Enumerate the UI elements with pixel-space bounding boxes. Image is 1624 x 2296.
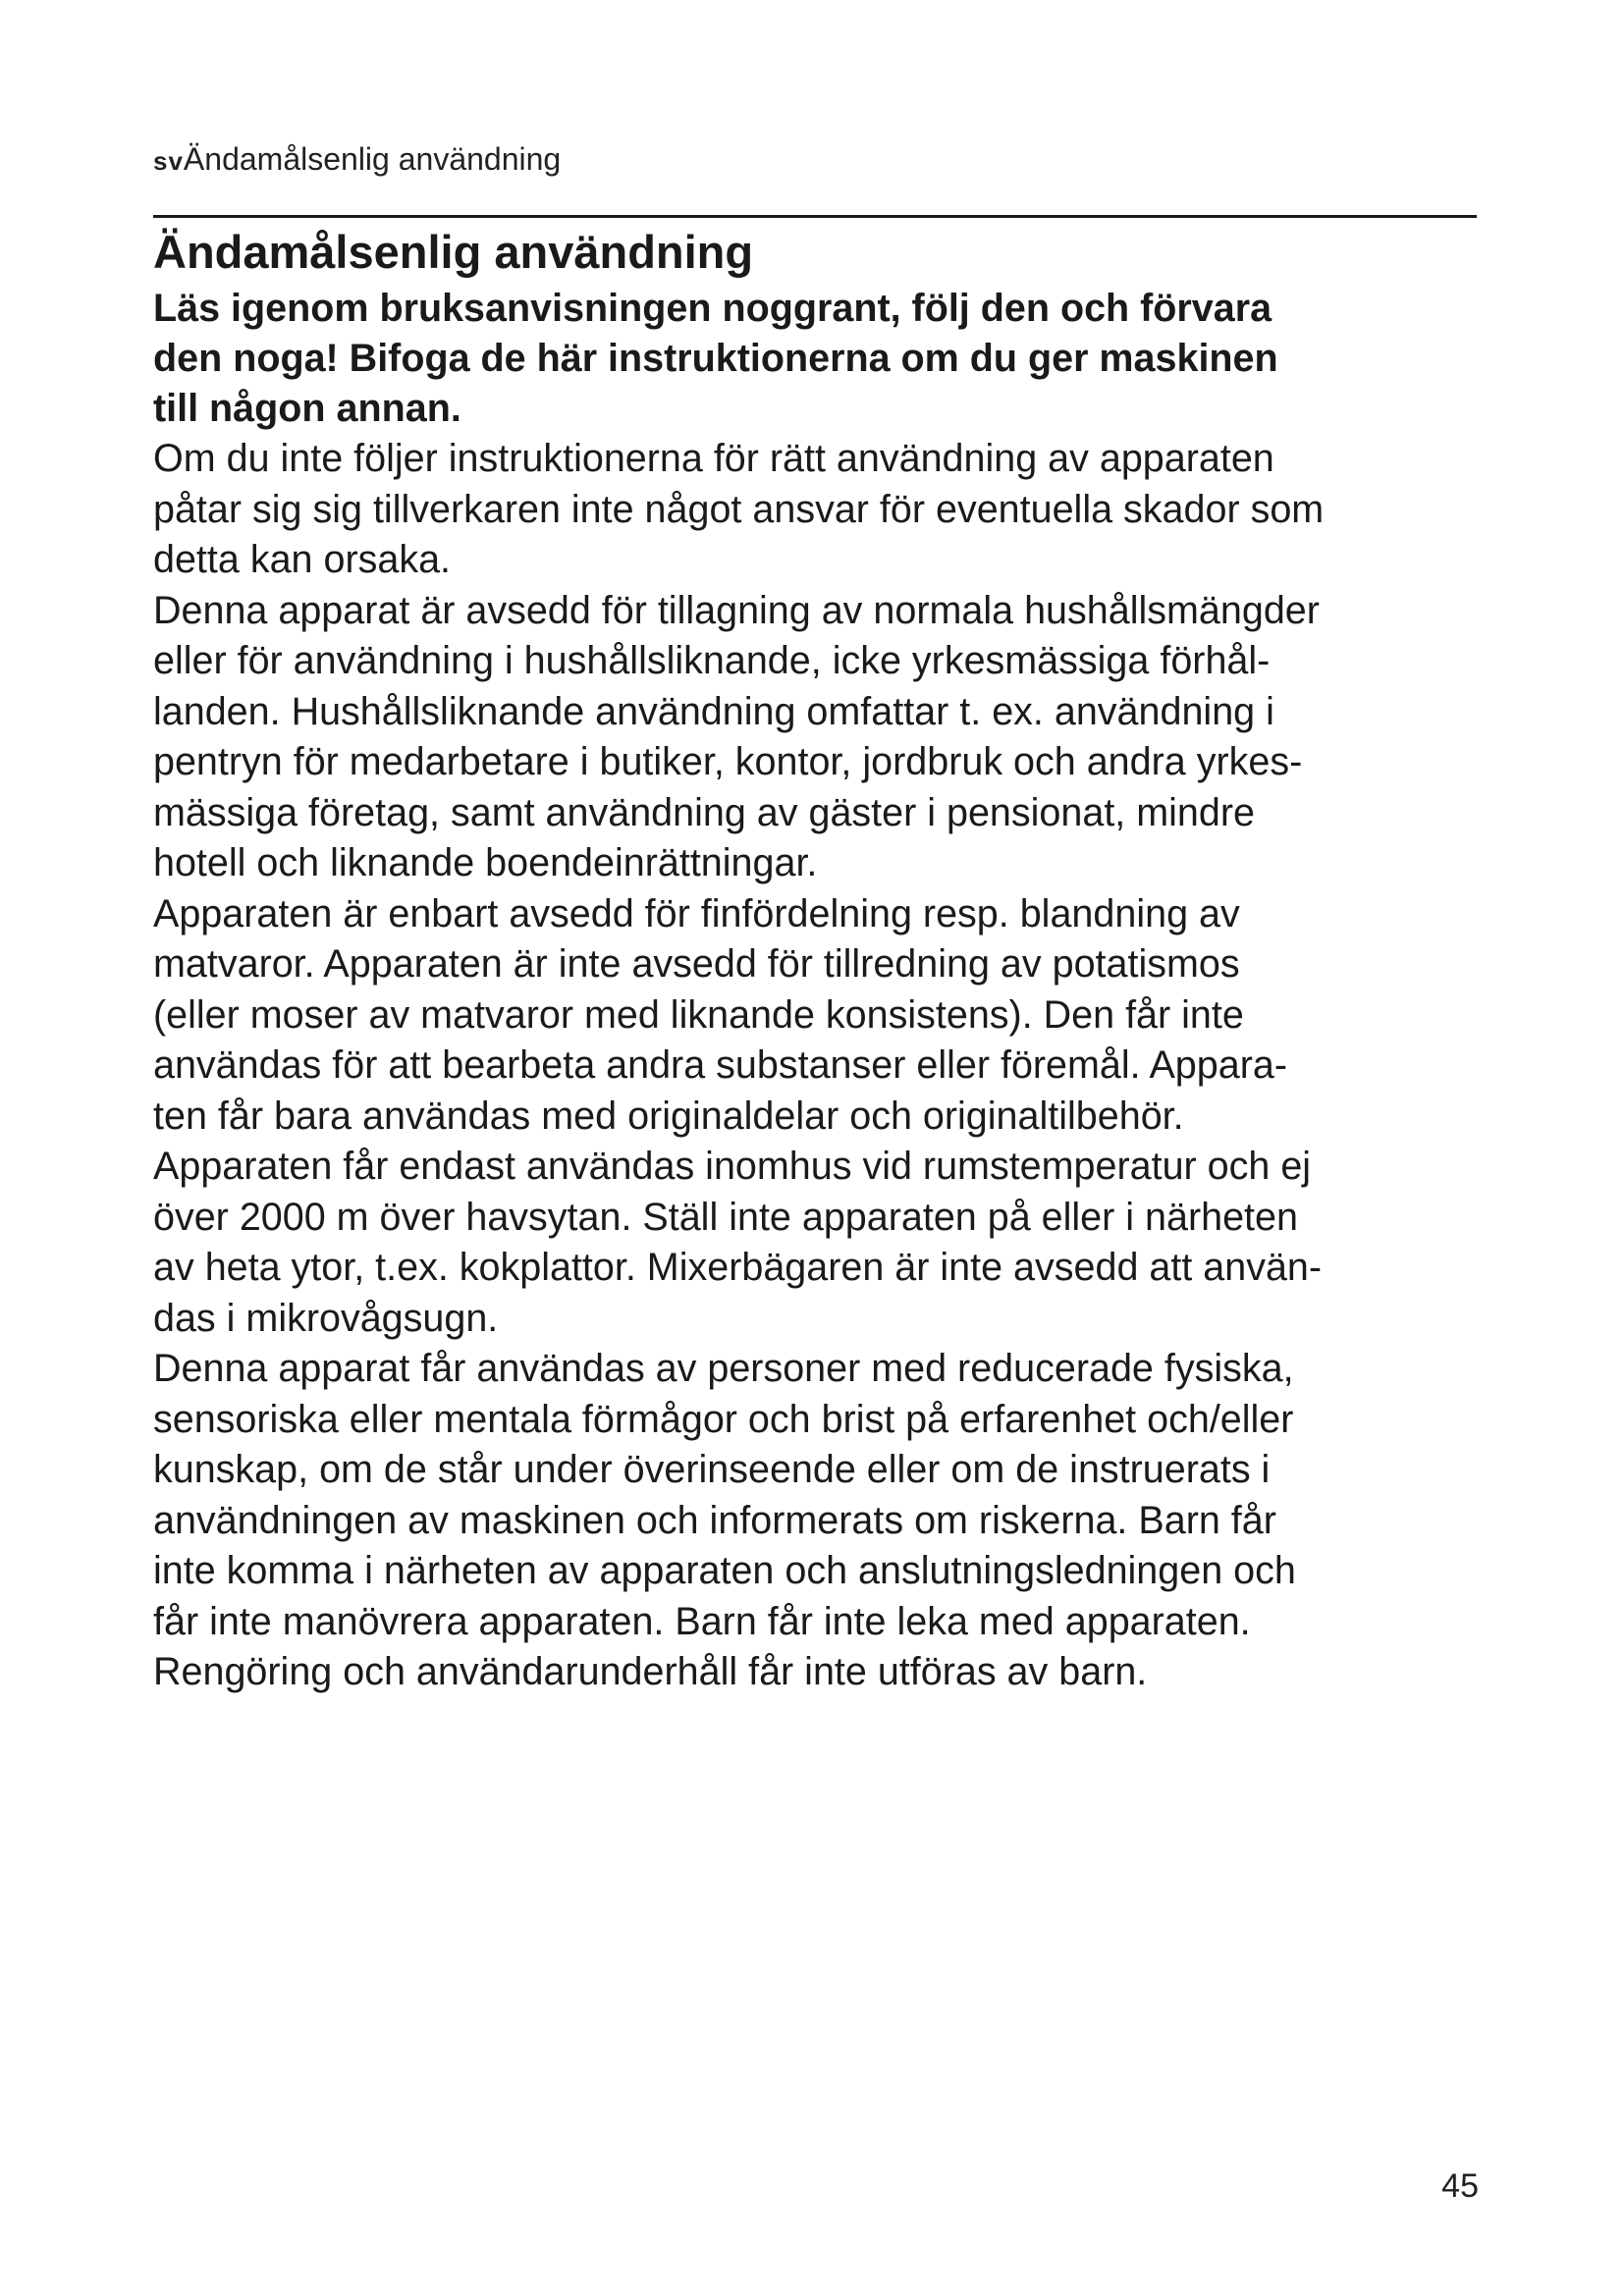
paragraph-line: påtar sig sig tillverkaren inte något ansvar för eventuella skador som bbox=[153, 487, 1325, 531]
paragraph-liability bbox=[153, 434, 1489, 586]
paragraph-line: användas för att bearbeta andra substanser eller föremål. Appara- bbox=[153, 1043, 1287, 1087]
paragraph-line: Apparaten är enbart avsedd för finfördelning resp. blandning av bbox=[153, 891, 1240, 935]
paragraph-line: Apparaten får endast användas inomhus vid rumstemperatur och ej bbox=[153, 1145, 1312, 1188]
paragraph-line: das i mikrovågsugn. bbox=[153, 1296, 499, 1340]
paragraph-line: matvaror. Apparaten är inte avsedd för tillredning av potatismos bbox=[153, 942, 1240, 986]
intro-warning bbox=[153, 284, 1489, 434]
paragraph-household-use bbox=[153, 586, 1489, 889]
paragraph-line: (eller moser av matvaror med liknande konsistens). Den får inte bbox=[153, 992, 1244, 1037]
paragraph-line: Denna apparat får användas av personer med reducerade fysiska, bbox=[153, 1347, 1294, 1390]
paragraph-line: pentryn för medarbetare i butiker, kontor, jordbruk och andra yrkes- bbox=[153, 740, 1303, 783]
main-content bbox=[153, 221, 1489, 1698]
paragraph-intended-purpose bbox=[153, 889, 1489, 1143]
paragraph-line: får inte manövrera apparaten. Barn får inte leka med apparaten. bbox=[153, 1599, 1251, 1643]
running-header-title: Ändamålsenlig användning bbox=[183, 141, 562, 177]
page-number: 45 bbox=[1441, 2167, 1479, 2205]
paragraph-line: av heta ytor, t.ex. kokplattor. Mixerbägaren är inte avsedd att använ- bbox=[153, 1246, 1323, 1289]
paragraph-line: kunskap, om de står under överinseende eller om de instruerats i bbox=[153, 1448, 1271, 1491]
paragraph-line: över 2000 m över havsytan. Ställ inte apparaten på eller i närheten bbox=[153, 1195, 1298, 1239]
paragraph-user-restrictions bbox=[153, 1344, 1489, 1698]
intro-line: Läs igenom bruksanvisningen noggrant, följ den och förvara bbox=[153, 287, 1272, 330]
paragraph-operating-environment bbox=[153, 1142, 1489, 1344]
paragraph-line: sensoriska eller mentala förmågor och brist på erfarenhet och/eller bbox=[153, 1397, 1294, 1441]
running-header bbox=[153, 139, 561, 181]
header-divider bbox=[153, 215, 1477, 218]
paragraph-line: mässiga företag, samt användning av gäster i pensionat, mindre bbox=[153, 790, 1255, 834]
paragraph-line: inte komma i närheten av apparaten och anslutningsledningen och bbox=[153, 1549, 1296, 1592]
paragraph-line: användningen av maskinen och informerats om riskerna. Barn får bbox=[153, 1498, 1276, 1542]
paragraph-line: landen. Hushållsliknande användning omfattar t. ex. användning i bbox=[153, 689, 1274, 733]
intro-line: till någon annan. bbox=[153, 387, 461, 430]
paragraph-line: ten får bara användas med originaldelar och originaltilbehör. bbox=[153, 1094, 1184, 1138]
section-title: Ändamålsenlig användning bbox=[153, 226, 754, 278]
paragraph-line: Rengöring och användarunderhåll får inte utföras av barn. bbox=[153, 1650, 1148, 1693]
paragraph-line: hotell och liknande boendeinrättningar. bbox=[153, 841, 818, 884]
paragraph-line: Om du inte följer instruktionerna för rätt användning av apparaten bbox=[153, 437, 1274, 480]
language-code: sv bbox=[153, 146, 184, 176]
paragraph-line: detta kan orsaka. bbox=[153, 538, 452, 581]
paragraph-line: Denna apparat är avsedd för tillagning av normala hushållsmängder bbox=[153, 588, 1320, 632]
paragraph-line: eller för användning i hushållsliknande, icke yrkesmässiga förhål- bbox=[153, 639, 1271, 682]
intro-line: den noga! Bifoga de här instruktionerna om du ger maskinen bbox=[153, 337, 1278, 380]
